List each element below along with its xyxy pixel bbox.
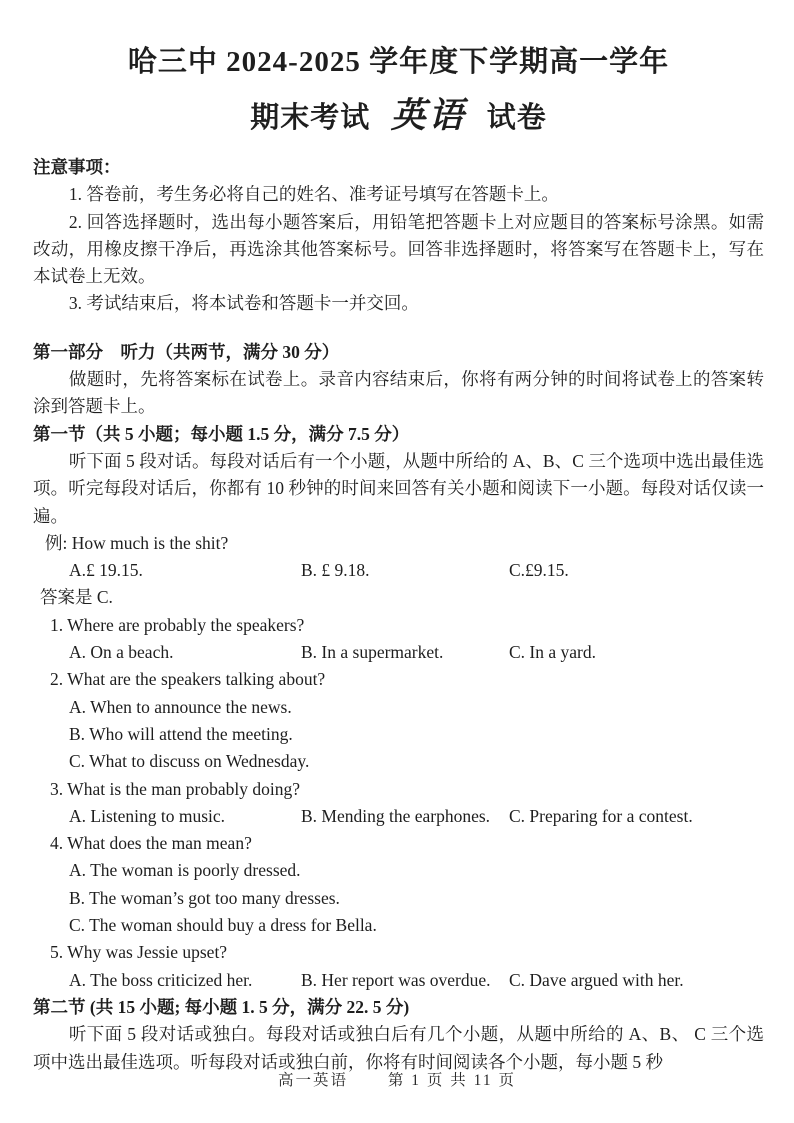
notice-item-2: 2. 回答选择题时，选出每小题答案后，用铅笔把答题卡上对应题目的答案标号涂黑。如需改动，用橡皮擦干净后，再选涂其他答案标号。回答非选择题时，将答案写在答题卡上，写在本试卷上无效。 — [33, 211, 764, 287]
footer-course-label: 高一英语 — [278, 1072, 349, 1089]
question-1: 1. Where are probably the speakers? — [50, 614, 305, 635]
question-4-option-a: A. The woman is poorly dressed. — [69, 860, 301, 881]
question-3-option-c: C. Preparing for a contest. — [509, 805, 693, 826]
question-2: 2. What are the speakers talking about? — [50, 669, 326, 690]
question-5-options-row — [33, 967, 764, 994]
section1-heading: 第一节（共 5 小题；每小题 1.5 分，满分 7.5 分） — [33, 423, 410, 444]
notice-section — [33, 154, 764, 318]
exam-title-line1: 哈三中 2024-2025 学年度下学期高一学年 — [127, 46, 670, 78]
question-2-option-b: B. Who will attend the meeting. — [69, 723, 293, 744]
section2-heading: 第二节 (共 15 小题; 每小题 1. 5 分，满分 22. 5 分) — [33, 996, 410, 1017]
example-option-a: A.£ 19.15. — [69, 560, 143, 581]
question-5-option-a: A. The boss criticized her. — [69, 969, 253, 990]
example-option-b: B. £ 9.18. — [301, 560, 370, 581]
part1-listening-section — [33, 339, 764, 1076]
notice-item-3: 3. 考试结束后，将本试卷和答题卡一并交回。 — [68, 293, 419, 314]
part1-intro: 做题时，先将答案标在试卷上。录音内容结束后，你将有两分钟的时间将试卷上的答案转涂到答题卡上。 — [33, 369, 764, 417]
question-3-option-a: A. Listening to music. — [69, 805, 226, 826]
example-options-row — [33, 557, 764, 584]
question-1-option-b: B. In a supermarket. — [301, 642, 444, 663]
question-2-options — [33, 694, 764, 776]
section1-instructions: 听下面 5 段对话。每段对话后有一个小题，从题中所给的 A、B、C 三个选项中选出最佳选项。听完每段对话后，你都有 10 秒钟的时间来回答有关小题和阅读下一小题。每段对话仅读一遍。 — [33, 450, 764, 526]
example-question: 例: How much is the shit? — [45, 532, 229, 553]
question-5-option-b: B. Her report was overdue. — [301, 969, 491, 990]
question-3-options-row — [33, 803, 764, 830]
section2-instructions: 听下面 5 段对话或独白。每段对话或独白后有几个小题，从题中所给的 A、B、 C 三个选项中选出最佳选项。听每段对话或独白前，你将有时间阅读各个小题，每小题 5 秒 — [33, 1024, 764, 1072]
example-answer: 答案是 C. — [40, 587, 113, 608]
question-3: 3. What is the man probably doing? — [50, 778, 300, 799]
example-option-c: C.£9.15. — [509, 560, 569, 581]
page-footer — [0, 1068, 794, 1090]
question-3-option-b: B. Mending the earphones. — [301, 805, 491, 826]
question-4-option-b: B. The woman’s got too many dresses. — [69, 887, 340, 908]
question-1-option-c: C. In a yard. — [509, 642, 596, 663]
notice-item-1: 1. 答卷前，考生务必将自己的姓名、准考证号填写在答题卡上。 — [68, 184, 559, 205]
exam-subject: 英语 — [390, 96, 467, 135]
exam-title-prefix: 期末考试 — [250, 102, 371, 134]
exam-title-line2 — [33, 96, 764, 138]
question-4-option-c: C. The woman should buy a dress for Bella. — [69, 915, 377, 936]
question-2-option-c: C. What to discuss on Wednesday. — [69, 751, 310, 772]
question-1-options-row — [33, 639, 764, 666]
question-5-option-c: C. Dave argued with her. — [509, 969, 684, 990]
notice-heading: 注意事项： — [33, 157, 121, 177]
footer-page-number: 第 1 页 共 11 页 — [387, 1072, 516, 1089]
question-2-option-a: A. When to announce the news. — [69, 696, 292, 717]
exam-title-suffix: 试卷 — [486, 102, 547, 134]
question-5: 5. Why was Jessie upset? — [50, 942, 228, 963]
part1-heading: 第一部分 听力（共两节，满分 30 分） — [33, 341, 340, 362]
question-4: 4. What does the man mean? — [50, 833, 252, 854]
question-1-option-a: A. On a beach. — [69, 642, 174, 663]
question-4-options — [33, 857, 764, 939]
